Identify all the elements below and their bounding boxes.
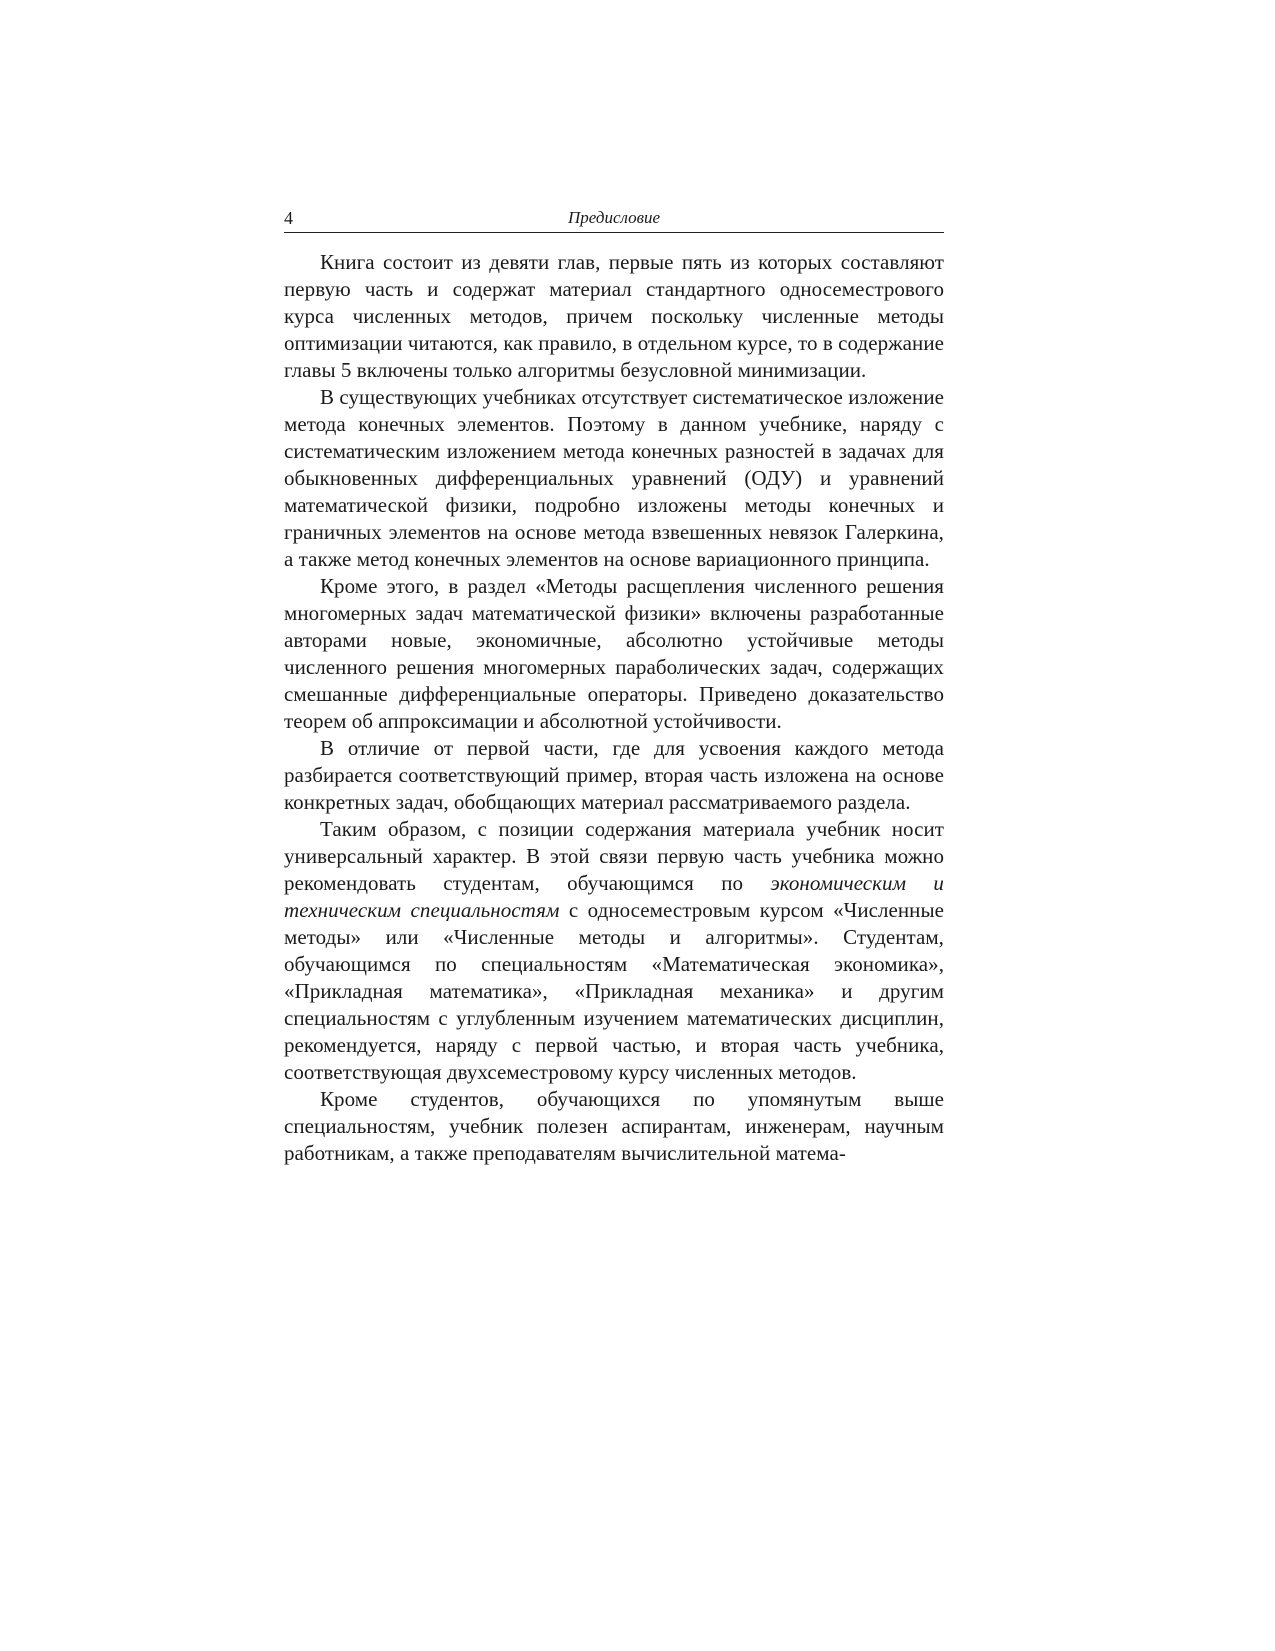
paragraph-5 bbox=[284, 816, 944, 1086]
paragraph-6: Кроме студентов, обучающихся по упомянутым выше специальностям, учебник полезен аспирантам, инженерам, научным работникам, а также преподавателям вычислительной матема- bbox=[284, 1087, 944, 1165]
book-page bbox=[284, 206, 944, 1316]
paragraph-3: Кроме этого, в раздел «Методы расщепления численного решения многомерных задач математической физики» включены разработанные авторами новые, экономичные, абсолютно устойчивые методы численного решения многомерных параболических задач, содержащих смешанные дифференциальные операторы. Приведено доказательство теорем об аппроксимации и абсолютной устойчивости. bbox=[284, 574, 944, 733]
paragraph-4: В отличие от первой части, где для усвоения каждого метода разбирается соответствующий пример, вторая часть изложена на основе конкретных задач, обобщающих материал рассматриваемого раздела. bbox=[284, 736, 944, 814]
paragraph-1: Книга состоит из девяти глав, первые пять из которых составляют первую часть и содержат материал стандартного односеместрового курса численных методов, причем поскольку численные методы оптимизации читаются, как правило, в отдельном курсе, то в содержание главы 5 включены только алгоритмы безусловной минимизации. bbox=[284, 250, 944, 382]
running-head bbox=[284, 206, 944, 233]
paragraph-5-rest: с односеместровым курсом «Численные методы» или «Численные методы и алгоритмы». Студентам, обучающимся по специальностям «Математическая экономика», «Прикладная математика», «Прикладная механика» и другим специальностям с углубленным изучением математических дисциплин, рекомендуется, наряду с первой частью, и вторая часть учебника, соответствующая двухсеместровому курсу численных методов. bbox=[284, 898, 944, 1084]
paragraph-5-emphasis: экономическим и техническим специальностям bbox=[284, 871, 944, 922]
running-title: Предисловие bbox=[567, 208, 661, 227]
body-text bbox=[284, 249, 944, 1167]
paragraph-5-lead: Таким образом, с позиции содержания материала учебник носит универсальный характер. В этой связи первую часть учебника можно рекомендовать студентам, обучающимся по bbox=[284, 817, 944, 895]
paragraph-2: В существующих учебниках отсутствует систематическое изложение метода конечных элементов. Поэтому в данном учебнике, наряду с систематическим изложением метода конечных разностей в задачах для обыкновенных дифференциальных уравнений (ОДУ) и уравнений математической физики, подробно изложены методы конечных и граничных элементов на основе метода взвешенных невязок Галеркина, а также метод конечных элементов на основе вариационного принципа. bbox=[284, 385, 945, 571]
page-number: 4 bbox=[284, 208, 293, 228]
